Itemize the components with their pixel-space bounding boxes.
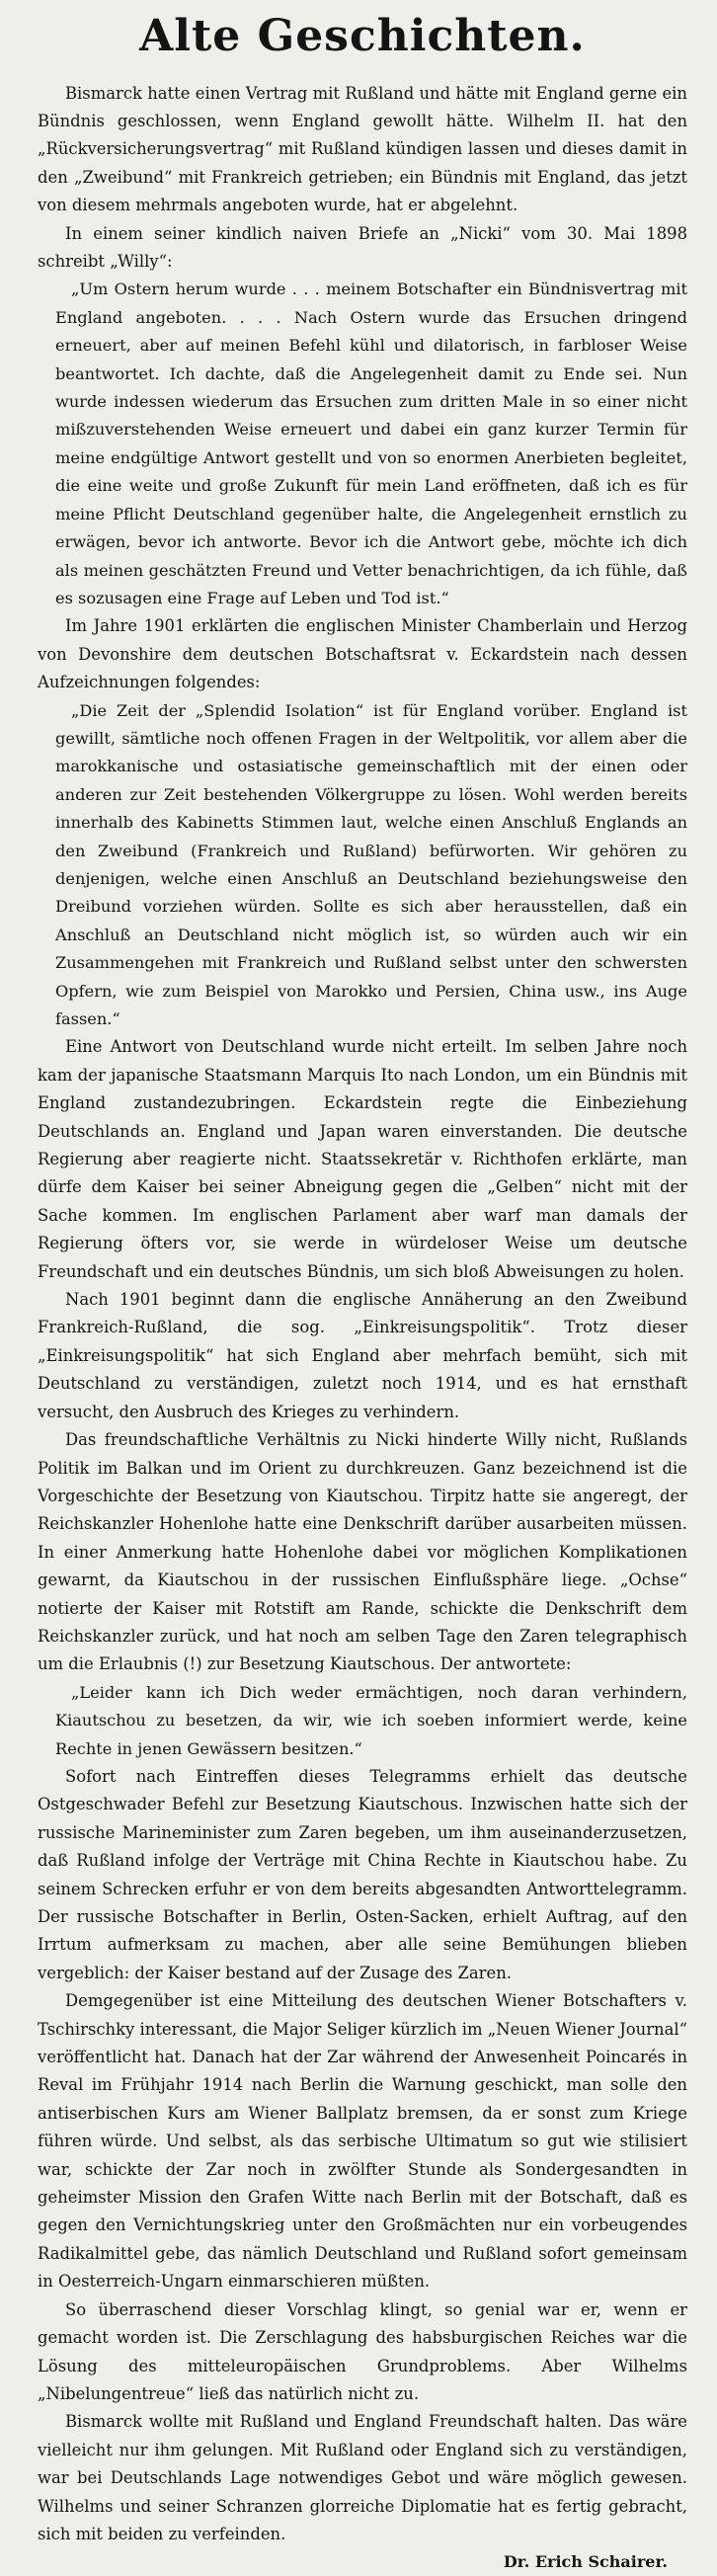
quote-zar-telegramm: „Leider kann ich Dich weder ermächtigen, noch daran verhindern, Kiautschou zu besetzen, da wir, wie ich soeben informiert werde, keine Rechte in jenen Gewässern besitzen.“ [55,1682,687,1758]
paragraph-schluss: Bismarck wollte mit Rußland und England Freundschaft halten. Das wäre vielleicht nur ihm gelungen. Mit Rußland oder England sich zu verständigen, war bei Deutschlands Lage notwendiges Gebot und wäre möglich gewesen. Wilhelms und seiner Schranzen glorreiche Diplomatie hat es fertig gebracht, sich mit beiden zu verfeinden. [38,2412,687,2543]
paragraph-jahr-1901: Im Jahre 1901 erklärten die englischen Minister Chamberlain und Herzog von Devonshire dem deutschen Botschaftsrat v. Eckardstein nach dessen Aufzeichnungen folgendes: [38,616,687,692]
paragraph-vorschlag: So überraschend dieser Vorschlag klingt, so genial war er, wenn er gemacht worden ist. Die Zerschlagung des habsburgischen Reiches war die Lösung des mitteleuropäischen Grundproblems. Aber Wilhelms „Nibelungentreue“ ließ das natürlich nicht zu. [38,2299,687,2403]
paragraph-tschirschky: Demgegenüber ist eine Mitteilung des deutschen Wiener Botschafters v. Tschirschky interessant, die Major Seliger kürzlich im „Neuen Wiener Journal“ veröffentlicht hat. Danach hat der Zar während der Anwesenheit Poincarés in Reval im Frühjahr 1914 nach Berlin die Warnung geschickt, man solle den antiserbischen Kurs am Wiener Ballplatz bremsen, da er sonst zum Kriege führen würde. Und selbst, als das serbische Ultimatum so gut wie stilisiert war, schickte der Zar noch in zwölfter Stunde als Sondergesandten in geheimster Mission den Grafen Witte nach Berlin mit der Botschaft, daß es gegen den Vernichtungskrieg unter den Großmächten nur ein vorbeugendes Radikalmittel gebe, das nämlich Deutschland und Rußland sofort gemeinsam in Oesterreich-Ungarn einmarschieren müßten. [38,1991,687,2292]
paragraph-kiautschou: Das freundschaftliche Verhältnis zu Nicki hinderte Willy nicht, Rußlands Politik im Balkan und im Orient zu durchkreuzen. Ganz bezeichnend ist die Vorgeschichte der Besetzung von Kiautschou. Tirpitz hatte sie angeregt, der Reichskanzler Hohenlohe hatte eine Denkschrift darüber ausarbeiten müssen. In einer Anmerkung hatte Hohenlohe dabei vor möglichen Komplikationen gewarnt, da Kiautschou in der russischen Einflußsphäre liege. „Ochse“ notierte der Kaiser mit Rotstift am Rande, schickte die Denkschrift dem Reichskanzler zurück, und hat noch am selben Tage den Zaren telegraphisch um die Erlaubnis (!) zur Besetzung Kiautschous. Der antwortete: [38,1430,687,1674]
article-title: Alte Geschichten. [139,11,586,61]
paragraph-einkreisungspolitik: Nach 1901 beginnt dann die englische Annäherung an den Zweibund Frankreich-Rußland, die sog. „Einkreisungspolitik“. Trotz dieser „Einkreisungspolitik“ hat sich England aber mehrfach bemüht, sich mit Deutschland zu verständigen, zuletzt noch 1914, und es hat ernsthaft versucht, den Ausbruch des Krieges zu verhindern. [38,1290,687,1421]
paragraph-ostgeschwader: Sofort nach Eintreffen dieses Telegramms erhielt das deutsche Ostgeschwader Befehl zur Besetzung Kiautschous. Inzwischen hatte sich der russische Marineminister zum Zaren begeben, um ihm auseinanderzusetzen, daß Rußland infolge der Verträge mit China Rechte in Kiautschou habe. Zu seinem Schrecken erfuhr er von dem bereits abgesandten Antworttelegramm. Der russische Botschafter in Berlin, Osten-Sacken, erhielt Auftrag, auf den Irrtum aufmerksam zu machen, aber alle seine Bemühungen blieben vergeblich: der Kaiser bestand auf der Zusage des Zaren. [38,1766,687,1982]
author-signature: Dr. Erich Schairer. [503,2552,668,2572]
article-body [38,80,687,2549]
paragraph-keine-antwort: Eine Antwort von Deutschland wurde nicht erteilt. Im selben Jahre noch kam der japanische Staatsmann Marquis Ito nach London, um ein Bündnis mit England zustandezubringen. Eckardstein regte die Einbeziehung Deutschlands an. England und Japan waren einverstanden. Die deutsche Regierung aber reagierte nicht. Staatssekretär v. Richthofen erklärte, man dürfe dem Kaiser bei seiner Abneigung gegen die „Gelben“ nicht mit der Sache kommen. Im englischen Parlament aber warf man damals der Regierung öfters vor, sie werde in würdeloser Weise um deutsche Freundschaft und ein deutsches Bündnis, um sich bloß Abweisungen zu holen. [38,1037,687,1281]
paragraph-brief-nicki: In einem seiner kindlich naiven Briefe an „Nicki“ vom 30. Mai 1898 schreibt „Willy“: [38,223,687,272]
quote-chamberlain: „Die Zeit der „Splendid Isolation“ ist für England vorüber. England ist gewillt, sämtliche noch offenen Fragen in der Weltpolitik, vor allem aber die marokkanische und ostasiatische gemeinschaftlich mit der einen oder anderen zur Zeit bestehenden Völkergruppe zu lösen. Wohl werden bereits innerhalb des Kabinetts Stimmen laut, welche einen Anschluß Englands an den Zweibund (Frankreich und Rußland) befürworten. Wir gehören zu denjenigen, welche einen Anschluß an Deutschland beziehungsweise den Dreibund vorziehen würden. Sollte es sich aber herausstellen, daß ein Anschluß an Deutschland nicht möglich ist, so würden auch wir ein Zusammengehen mit Frankreich und Rußland selbst unter den schwersten Opfern, wie zum Beispiel von Marokko und Persien, China usw., ins Auge fassen.“ [55,700,687,1028]
quote-willy-brief: „Um Ostern herum wurde . . . meinem Botschafter ein Bündnisvertrag mit England angeboten. . . . Nach Ostern wurde das Ersuchen dringend erneuert, aber auf meinen Befehl kühl und dilatorisch, in farbloser Weise beantwortet. Ich dachte, daß die Angelegenheit damit zu Ende sei. Nun wurde indessen wiederum das Ersuchen zum dritten Male in so einer nicht mißzuverstehenden Weise erneuert und dabei ein ganz kurzer Termin für meine endgültige Antwort gestellt und von so enormen Anerbieten begleitet, die eine weite und große Zukunft für mein Land eröffneten, daß ich es für meine Pflicht Deutschland gegenüber halte, die Angelegenheit ernstlich zu erwägen, bevor ich antworte. Bevor ich die Antwort gebe, möchte ich dich als meinen geschätzten Freund und Vetter benachrichtigen, da ich fühle, daß es sozusagen eine Frage auf Leben und Tod ist.“ [55,280,687,607]
paragraph-bismarck-vertrag: Bismarck hatte einen Vertrag mit Rußland und hätte mit England gerne ein Bündnis geschlossen, wenn England gewollt hätte. Wilhelm II. hat den „Rückversicherungsvertrag“ mit Rußland kündigen lassen und dieses damit in den „Zweibund“ mit Frankreich getrieben; ein Bündnis mit England, das jetzt von diesem mehrmals angeboten wurde, hat er abgelehnt. [38,83,687,215]
